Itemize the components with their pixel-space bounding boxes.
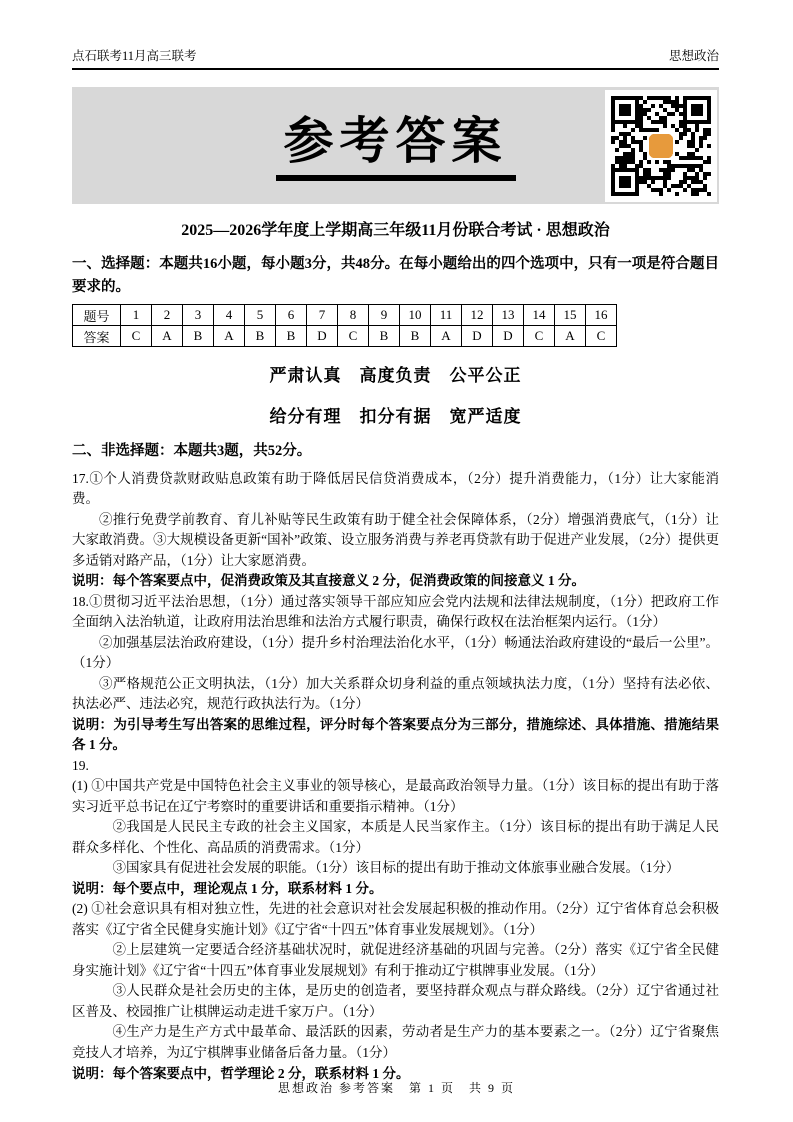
question-number-row-label: 题号 [73, 305, 121, 326]
question-number-cell: 16 [586, 305, 617, 326]
question-number-cell: 2 [152, 305, 183, 326]
answer-letter-cell: B [183, 326, 214, 347]
answer-letter-cell: A [152, 326, 183, 347]
question-number-cell: 10 [400, 305, 431, 326]
question-number-cell: 6 [276, 305, 307, 326]
question-number-cell: 8 [338, 305, 369, 326]
answer-letter-cell: D [307, 326, 338, 347]
answer-paragraph: (2) ①社会意识具有相对独立性，先进的社会意识对社会发展起积极的推动作用。（2分）辽宁省体育总会积极落实《辽宁省全民健身实施计划》《辽宁省“十四五”体育事业发展规划》。（1分） [72, 901, 719, 937]
question-number-cell: 3 [183, 305, 214, 326]
exam-title: 2025—2026学年度上学期高三年级11月份联合考试 · 思想政治 [181, 222, 610, 239]
grading-note-paragraph: 说明：每个答案要点中，促消费政策及其直接意义 2 分，促消费政策的间接意义 1 分。 [72, 573, 585, 589]
answer-paragraph: ②加强基层法治政府建设，（1分）提升乡村治理法治化水平，（1分）畅通法治政府建设的“最后一公里”。（1分） [72, 634, 719, 671]
qr-code [605, 90, 717, 202]
grading-note-paragraph: 说明：每个要点中，理论观点 1 分，联系材料 1 分。 [72, 880, 383, 896]
question-number-cell: 4 [214, 305, 245, 326]
answer-paragraph: ③严格规范公正文明执法，（1分）加大关系群众切身利益的重点领域执法力度，（1分）坚持有法必依、执法必严、违法必究，规范行政执法行为。（1分） [72, 675, 719, 712]
header-subject: 思想政治 [668, 49, 719, 63]
answer-paragraph: ③国家具有促进社会发展的职能。（1分）该目标的提出有助于推动文体旅事业融合发展。（1分） [112, 860, 680, 876]
grading-note-paragraph: 说明：为引导考生写出答案的思维过程，评分时每个答案要点分为三部分，措施综述、具体措施、措施结果各 1 分。 [72, 716, 719, 753]
question-number-cell: 7 [307, 305, 338, 326]
answers-body [72, 469, 719, 1084]
question-number-cell: 5 [245, 305, 276, 326]
question-number-cell: 12 [462, 305, 493, 326]
page-title: 参考答案 [276, 110, 516, 181]
answer-letter-cell: C [524, 326, 555, 347]
answer-letter-cell: A [431, 326, 462, 347]
title-banner [72, 87, 719, 204]
answer-paragraph: ④生产力是生产方式中最革命、最活跃的因素，劳动者是生产力的基本要素之一。（2分）辽宁省聚焦竞技人才培养，为辽宁棋牌事业储备后备力量。（1分） [72, 1024, 719, 1060]
answer-letter-row [73, 326, 617, 347]
motto-line-1: 严肃认真 高度负责 公平公正 [269, 366, 522, 386]
section-choice-heading: 一、选择题：本题共16小题，每小题3分，共48分。在每小题给出的四个选项中，只有一项是符合题目要求的。 [72, 256, 719, 296]
header-exam-name: 点石联考11月高三联考 [72, 49, 197, 63]
answer-paragraph: ②推行免费学前教育、育儿补贴等民生政策有助于健全社会保障体系，（2分）增强消费底气，（1分）让大家敢消费。③大规模设备更新“国补”政策、设立服务消费与养老再贷款有助于促进产业发展，（2分）提供更多适销对路产品，（1分）让大家愿消费。 [72, 511, 719, 568]
answer-letter-cell: A [214, 326, 245, 347]
answer-letter-cell: A [555, 326, 586, 347]
answer-paragraph: 17.①个人消费贷款财政贴息政策有助于降低居民信贷消费成本，（2分）提升消费能力，（1分）让大家能消费。 [72, 470, 719, 507]
answer-paragraph: 18.①贯彻习近平法治思想，（1分）通过落实领导干部应知应会党内法规和法律法规制度，（1分）把政府工作全面纳入法治轨道，让政府用法治思维和法治方式履行职责，确保行政权在法治框架内运行。（1分） [72, 593, 719, 630]
answer-letter-cell: D [462, 326, 493, 347]
question-number-row [73, 305, 617, 326]
question-number-cell: 14 [524, 305, 555, 326]
answer-letter-cell: B [245, 326, 276, 347]
question-number-cell: 15 [555, 305, 586, 326]
answer-paragraph: (1) ①中国共产党是中国特色社会主义事业的领导核心，是最高政治领导力量。（1分）该目标的提出有助于落实习近平总书记在辽宁考察时的重要讲话和重要指示精神。（1分） [72, 778, 719, 814]
question-number-cell: 11 [431, 305, 462, 326]
answer-letter-cell: D [493, 326, 524, 347]
answer-letter-cell: C [586, 326, 617, 347]
answer-letter-row-label: 答案 [73, 326, 121, 347]
answer-letter-cell: C [338, 326, 369, 347]
answer-letter-cell: B [400, 326, 431, 347]
page-footer: 思想政治 参考答案 第 1 页 共 9 页 [277, 1081, 515, 1095]
answer-paragraph: ③人民群众是社会历史的主体，是历史的创造者，要坚持群众观点与群众路线。（2分）辽宁省通过社区普及、校园推广让棋牌运动走进千家万户。（1分） [72, 983, 719, 1019]
answer-letter-cell: B [276, 326, 307, 347]
answer-letter-cell: C [121, 326, 152, 347]
answer-letter-cell: B [369, 326, 400, 347]
answer-paragraph: ②上层建筑一定要适合经济基础状况时，就促进经济基础的巩固与完善。（2分）落实《辽宁省全民健身实施计划》《辽宁省“十四五”体育事业发展规划》有利于推动辽宁棋牌事业发展。（1分） [72, 942, 719, 978]
answer-table [72, 304, 617, 347]
section-free-heading: 二、非选择题：本题共3题，共52分。 [72, 443, 312, 460]
page-header [72, 46, 719, 70]
motto-line-2: 给分有理 扣分有据 宽严适度 [269, 407, 522, 427]
grading-note-paragraph: 说明：每个答案要点中，哲学理论 2 分，联系材料 1 分。 [72, 1065, 410, 1081]
answer-paragraph: ②我国是人民民主专政的社会主义国家，本质是人民当家作主。（1分）该目标的提出有助于满足人民群众多样化、个性化、高品质的消费需求。（1分） [72, 819, 719, 855]
question-number-cell: 1 [121, 305, 152, 326]
question-number-cell: 9 [369, 305, 400, 326]
question-number-cell: 13 [493, 305, 524, 326]
answer-paragraph: 19. [72, 757, 89, 773]
